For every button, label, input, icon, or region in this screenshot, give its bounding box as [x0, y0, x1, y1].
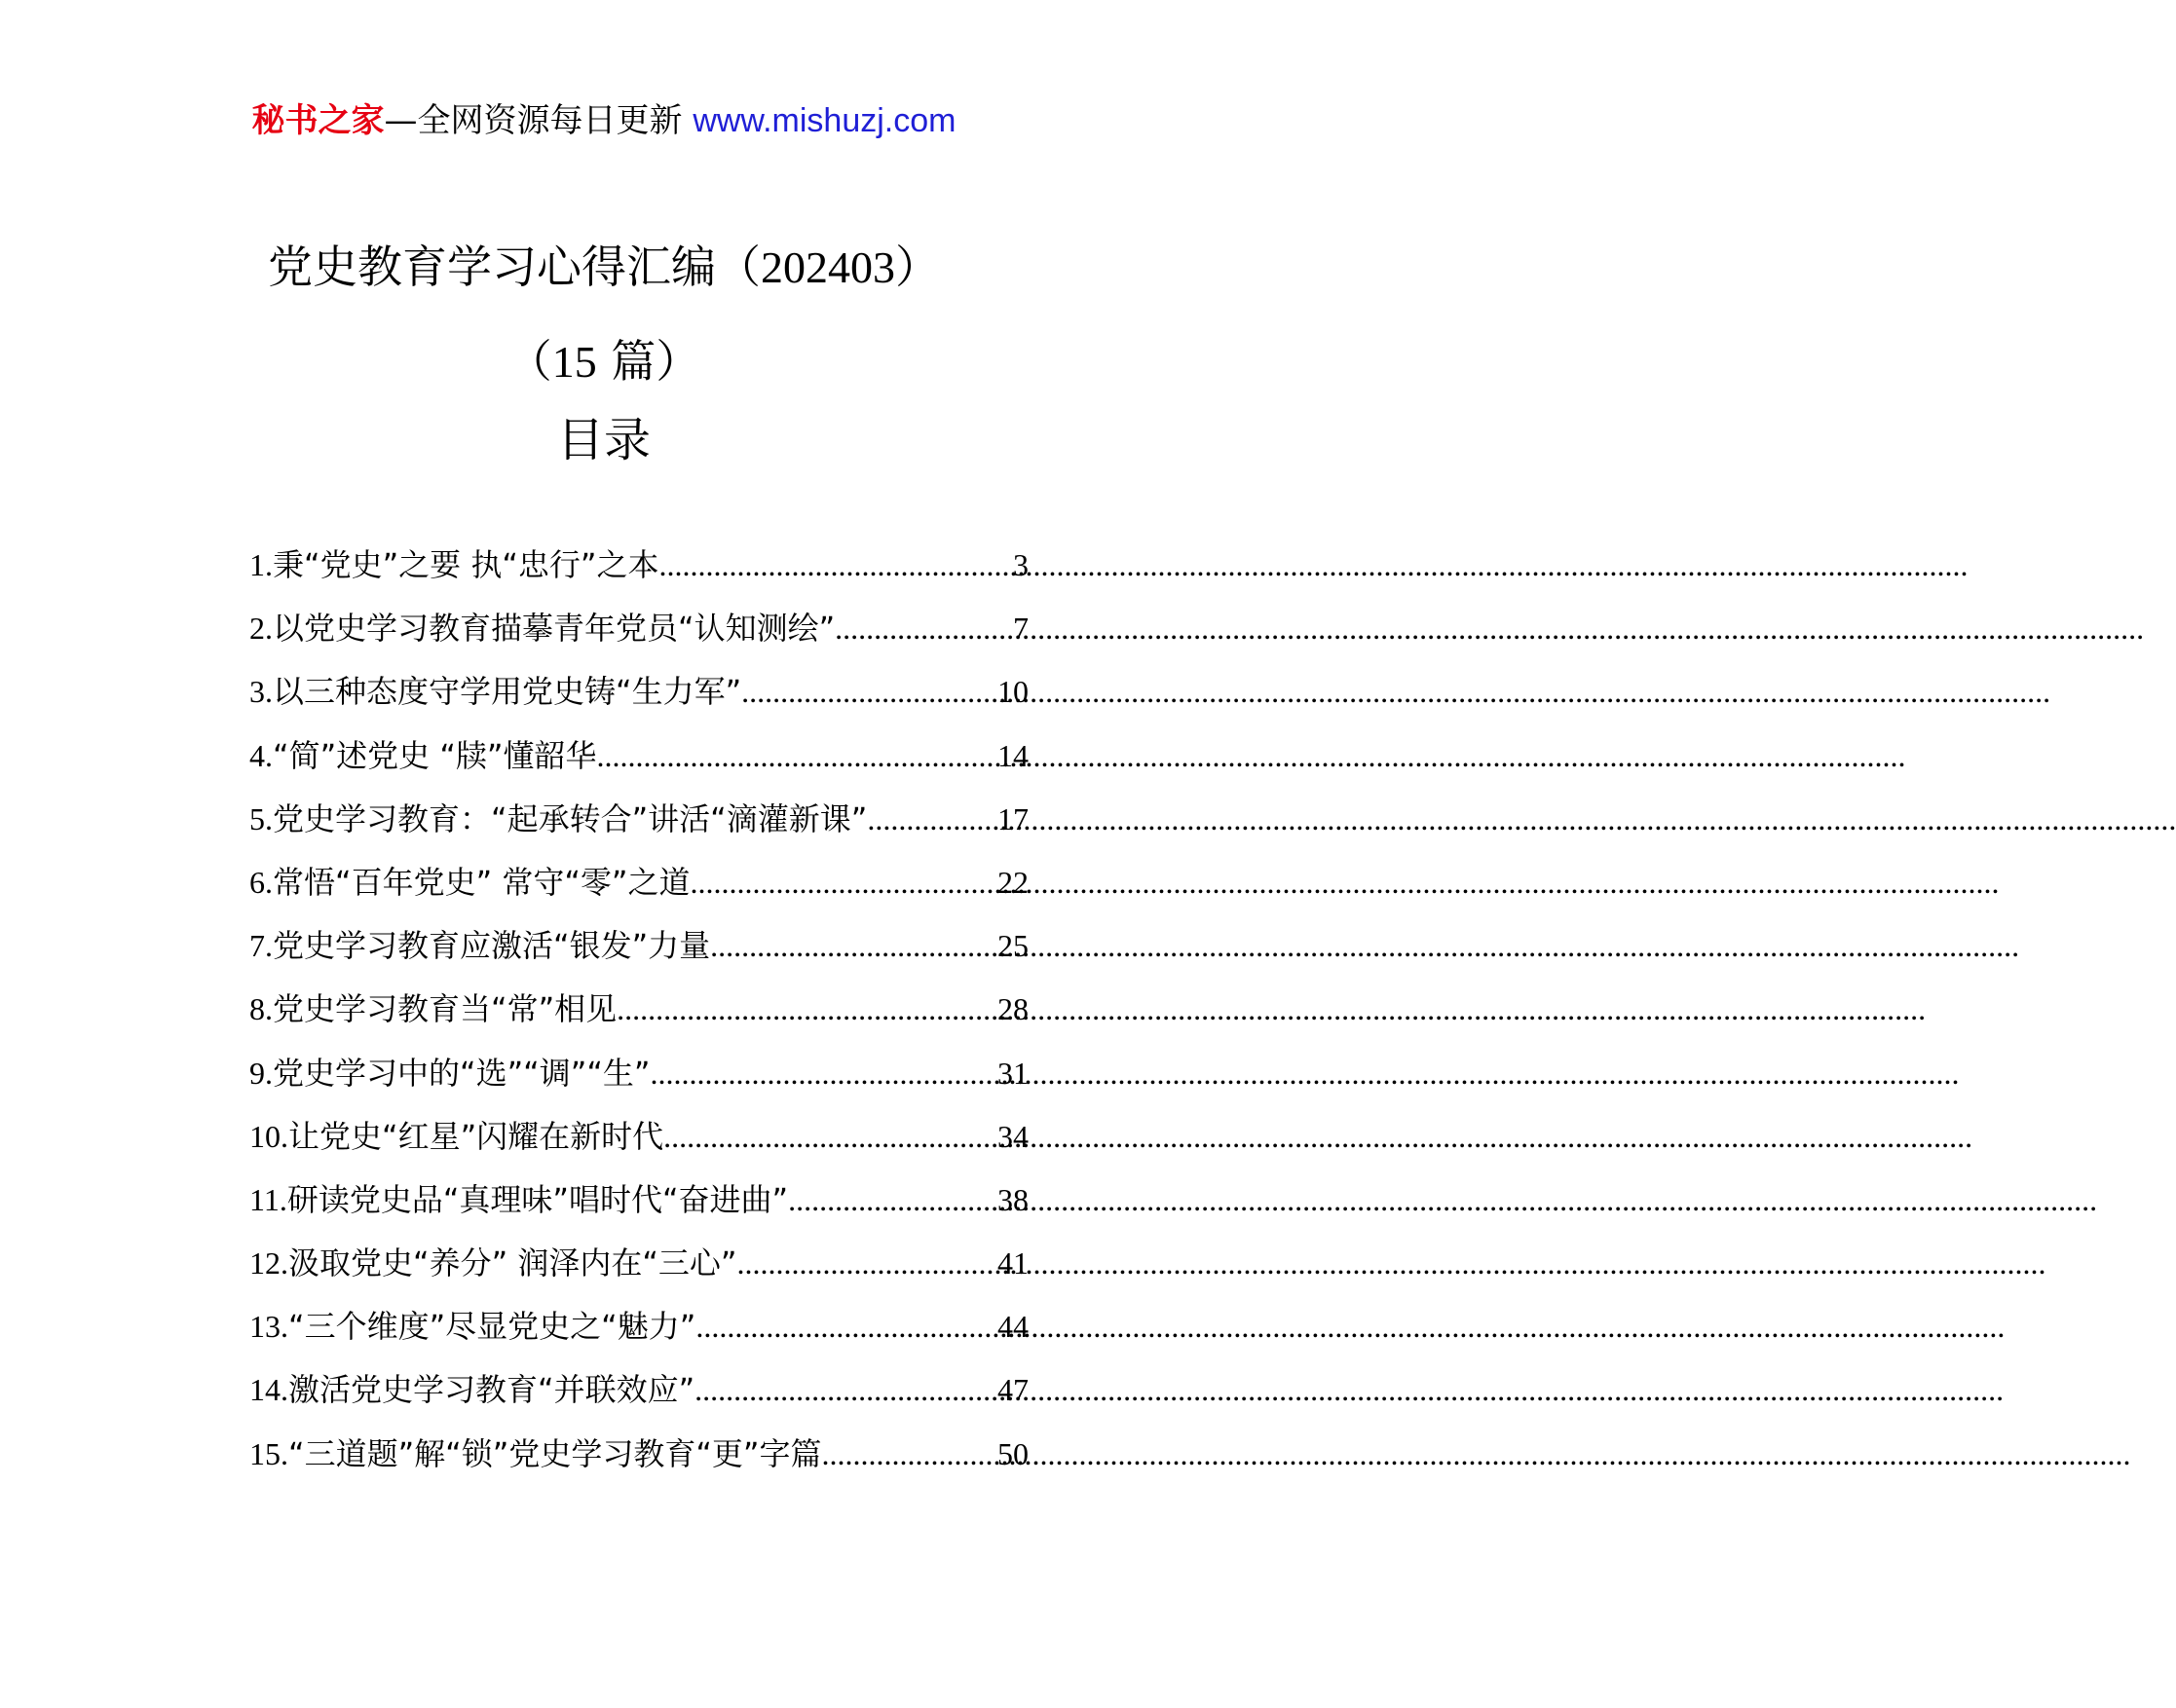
toc-item-page: 14 [997, 737, 1029, 773]
toc-item[interactable] [249, 602, 1029, 665]
toc-dot-leader [788, 1173, 997, 1226]
toc-dot-leader [597, 729, 998, 782]
toc-item-title: 秉“党史”之要 执“忠行”之本 [273, 546, 659, 583]
toc-dot-leader [617, 983, 997, 1035]
toc-item-number: 5. [249, 800, 273, 836]
toc-item-number: 13. [249, 1309, 288, 1345]
toc-item-page: 22 [997, 864, 1029, 900]
toc-dot-leader [867, 793, 997, 845]
toc-item-page: 10 [997, 674, 1029, 710]
toc-item-number: 1. [249, 547, 273, 582]
title-line-1 [0, 220, 1208, 315]
toc-item-page: 34 [997, 1118, 1029, 1154]
toc-item-number: 15. [249, 1435, 288, 1471]
toc-item[interactable] [249, 1428, 1029, 1491]
site-url-link[interactable]: www.mishuzj.com [693, 102, 957, 139]
toc-item-title: 以党史学习教育描摹青年党员“认知测绘” [273, 610, 836, 648]
toc-item-number: 2. [249, 611, 273, 647]
title-line-2 [0, 315, 1208, 409]
toc-item[interactable] [249, 1300, 1029, 1363]
title-main-text: 党史教育学习心得汇编（ [268, 241, 761, 293]
toc-item-page: 31 [997, 1055, 1029, 1091]
toc-item-number: 9. [249, 1055, 273, 1091]
toc-dot-leader [737, 1237, 998, 1289]
toc-item-title: 常悟“百年党史” 常守“零”之道 [273, 863, 691, 901]
toc-item-number: 8. [249, 991, 273, 1027]
toc-item[interactable] [249, 729, 1029, 793]
toc-item-title: 党史学习教育当“常”相见 [273, 990, 618, 1028]
toc-item-number: 14. [249, 1372, 288, 1408]
toc-item-page: 28 [997, 991, 1029, 1027]
toc-dot-leader [695, 1300, 997, 1353]
title-close-paren: ） [895, 241, 940, 293]
toc-item-title: 汲取党史“养分” 润泽内在“三心” [288, 1244, 737, 1282]
toc-item-page: 44 [997, 1309, 1029, 1345]
toc-item-number: 12. [249, 1245, 288, 1281]
toc-item-number: 7. [249, 928, 273, 964]
toc-dot-leader [835, 602, 1013, 654]
title-count-text: 篇） [596, 335, 701, 388]
toc-item[interactable] [249, 919, 1029, 983]
site-slogan: —全网资源每日更新 [384, 101, 694, 140]
toc-dot-leader [659, 538, 1014, 591]
toc-item-title: 党史学习教育：“起承转合”讲活“滴灌新课” [273, 799, 868, 837]
toc-item[interactable] [249, 1173, 1029, 1237]
toc-item[interactable] [249, 1047, 1029, 1110]
title-open-paren: （ [506, 335, 552, 388]
toc-item[interactable] [249, 983, 1029, 1046]
table-of-contents [249, 538, 1029, 1491]
site-brand: 秘书之家 [251, 101, 385, 140]
toc-item-number: 4. [249, 737, 273, 773]
toc-dot-leader [663, 1110, 997, 1163]
toc-item-page: 41 [997, 1245, 1029, 1281]
toc-item[interactable] [249, 665, 1029, 728]
toc-item-page: 17 [997, 800, 1029, 836]
toc-item-page: 47 [997, 1372, 1029, 1408]
toc-dot-leader [821, 1428, 997, 1480]
toc-item-title: “三个维度”尽显党史之“魅力” [288, 1308, 696, 1346]
toc-dot-leader [694, 1363, 997, 1416]
toc-item-title: 党史学习教育应激活“银发”力量 [273, 927, 711, 965]
toc-dot-leader [650, 1047, 997, 1099]
toc-item-page: 38 [997, 1181, 1029, 1217]
toc-item[interactable] [249, 538, 1029, 602]
toc-item-page: 50 [997, 1435, 1029, 1471]
toc-item-title: “三道题”解“锁”党史学习教育“更”字篇 [288, 1434, 822, 1472]
toc-item[interactable] [249, 856, 1029, 919]
toc-dot-leader [710, 919, 997, 972]
toc-item-number: 3. [249, 674, 273, 710]
toc-item-title: 党史学习中的“选”“调”“生” [273, 1054, 651, 1092]
toc-item[interactable] [249, 1110, 1029, 1173]
toc-item-number: 10. [249, 1118, 288, 1154]
toc-item-title: 以三种态度守学用党史铸“生力军” [273, 673, 742, 711]
toc-item-title: 让党史“红星”闪耀在新时代 [288, 1117, 664, 1155]
title-date-number: 202403 [761, 242, 895, 292]
toc-item[interactable] [249, 1363, 1029, 1427]
toc-item[interactable] [249, 1237, 1029, 1300]
site-header [0, 97, 1208, 144]
document-title [0, 220, 1208, 409]
toc-item-title: “简”述党史 “牍”懂韶华 [273, 736, 597, 774]
toc-item-number: 6. [249, 864, 273, 900]
toc-item-page: 25 [997, 928, 1029, 964]
title-count-number: 15 [551, 337, 597, 387]
toc-item-title: 研读党史品“真理味”唱时代“奋进曲” [286, 1180, 789, 1218]
toc-item-page: 3 [1013, 547, 1029, 582]
toc-item[interactable] [249, 793, 1029, 856]
toc-item-title: 激活党史学习教育“并联效应” [288, 1371, 695, 1409]
toc-item-number: 11. [249, 1181, 287, 1217]
toc-dot-leader [691, 856, 998, 909]
toc-dot-leader [741, 665, 997, 718]
toc-heading: 目录 [556, 413, 651, 467]
toc-item-page: 7 [1013, 611, 1029, 647]
